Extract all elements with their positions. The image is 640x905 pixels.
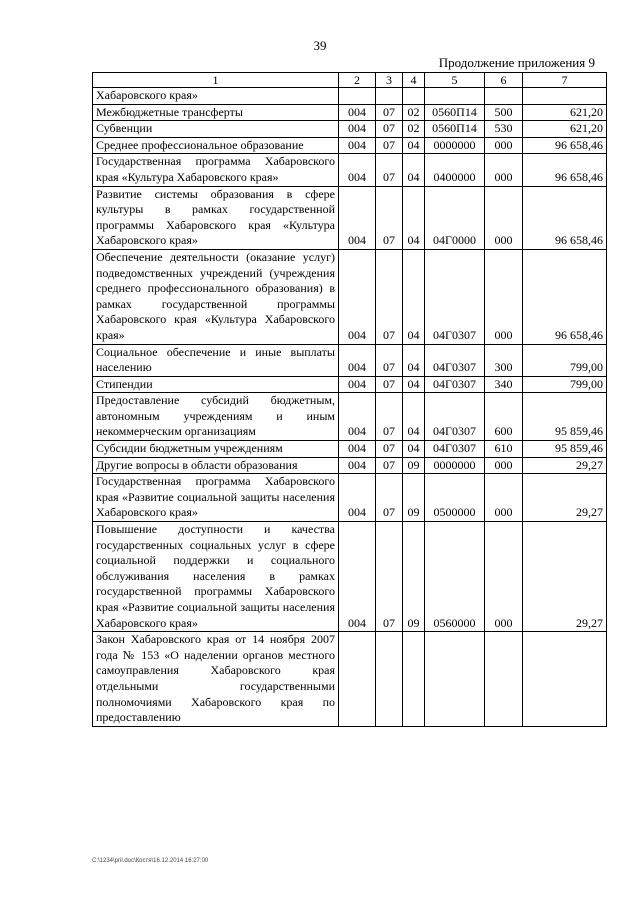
cell-target-article: 0000000 <box>425 137 485 154</box>
row-name: Среднее профессиональное образование <box>93 137 339 154</box>
table-row <box>93 474 607 522</box>
cell-section: 07 <box>376 393 403 441</box>
cell-section: 07 <box>376 154 403 186</box>
column-header: 7 <box>523 73 607 88</box>
cell-admin-code: 004 <box>339 393 376 441</box>
table-row <box>93 88 607 105</box>
table-row <box>93 186 607 249</box>
cell-amount: 621,20 <box>523 104 607 121</box>
cell-admin-code: 004 <box>339 249 376 344</box>
cell-admin-code: 004 <box>339 457 376 474</box>
row-name: Субсидии бюджетным учреждениям <box>93 441 339 458</box>
cell-subsection: 04 <box>403 376 425 393</box>
column-header: 6 <box>485 73 523 88</box>
row-name: Другие вопросы в области образования <box>93 457 339 474</box>
cell-expense-type: 000 <box>485 154 523 186</box>
cell-expense-type: 300 <box>485 344 523 376</box>
cell-target-article: 0000000 <box>425 457 485 474</box>
cell-admin-code: 004 <box>339 344 376 376</box>
cell-target-article: 04Г0307 <box>425 376 485 393</box>
cell-subsection: 02 <box>403 104 425 121</box>
table-row <box>93 104 607 121</box>
row-name: Социальное обеспечение и иные выплаты населению <box>93 344 339 376</box>
table-row <box>93 393 607 441</box>
cell-amount: 95 859,46 <box>523 441 607 458</box>
column-header: 5 <box>425 73 485 88</box>
row-name: Стипендии <box>93 376 339 393</box>
cell-subsection: 09 <box>403 522 425 632</box>
cell-subsection: 04 <box>403 441 425 458</box>
row-name: Развитие системы образования в сфере культуры в рамках государственной программы Хабаровского края «Культура Хабаровского края» <box>93 186 339 249</box>
cell-amount: 96 658,46 <box>523 249 607 344</box>
cell-section: 07 <box>376 186 403 249</box>
cell-amount: 95 859,46 <box>523 393 607 441</box>
cell-expense-type <box>485 632 523 727</box>
budget-table <box>92 72 607 727</box>
row-name: Хабаровского края» <box>93 88 339 105</box>
cell-section: 07 <box>376 474 403 522</box>
cell-admin-code: 004 <box>339 522 376 632</box>
cell-amount <box>523 88 607 105</box>
row-name: Государственная программа Хабаровского края «Культура Хабаровского края» <box>93 154 339 186</box>
cell-section: 07 <box>376 137 403 154</box>
cell-expense-type: 340 <box>485 376 523 393</box>
cell-section: 07 <box>376 104 403 121</box>
row-name: Предоставление субсидий бюджетным, автономным учреждениям и иным некоммерческим организациям <box>93 393 339 441</box>
cell-subsection: 04 <box>403 186 425 249</box>
row-name: Субвенции <box>93 121 339 138</box>
column-header: 4 <box>403 73 425 88</box>
cell-expense-type: 000 <box>485 457 523 474</box>
cell-subsection: 04 <box>403 154 425 186</box>
cell-section: 07 <box>376 441 403 458</box>
table-row <box>93 441 607 458</box>
cell-expense-type: 600 <box>485 393 523 441</box>
column-header: 3 <box>376 73 403 88</box>
table-row <box>93 249 607 344</box>
cell-target-article: 0560000 <box>425 522 485 632</box>
cell-admin-code <box>339 632 376 727</box>
cell-target-article: 0400000 <box>425 154 485 186</box>
cell-admin-code <box>339 88 376 105</box>
cell-subsection: 09 <box>403 457 425 474</box>
cell-amount: 96 658,46 <box>523 186 607 249</box>
cell-subsection <box>403 88 425 105</box>
cell-subsection: 02 <box>403 121 425 138</box>
row-name: Закон Хабаровского края от 14 ноября 2007 года № 153 «О наделении органов местного самоуправления Хабаровского края отдельными государственными полномочиями Хабаровского края по предоставлению <box>93 632 339 727</box>
cell-expense-type: 000 <box>485 522 523 632</box>
cell-subsection: 04 <box>403 344 425 376</box>
cell-section: 07 <box>376 376 403 393</box>
cell-target-article <box>425 632 485 727</box>
cell-amount: 29,27 <box>523 522 607 632</box>
cell-amount <box>523 632 607 727</box>
cell-expense-type <box>485 88 523 105</box>
cell-expense-type: 000 <box>485 137 523 154</box>
table-row <box>93 154 607 186</box>
cell-target-article: 04Г0307 <box>425 441 485 458</box>
cell-admin-code: 004 <box>339 121 376 138</box>
cell-amount: 621,20 <box>523 121 607 138</box>
file-path-footer: C:\1234\pril.doc\Костя\16.12.2014 16:27:00 <box>92 858 209 864</box>
cell-amount: 799,00 <box>523 344 607 376</box>
cell-target-article: 0560П14 <box>425 104 485 121</box>
cell-amount: 96 658,46 <box>523 154 607 186</box>
cell-amount: 96 658,46 <box>523 137 607 154</box>
column-header: 1 <box>93 73 339 88</box>
cell-target-article: 04Г0307 <box>425 249 485 344</box>
table-row <box>93 522 607 632</box>
cell-target-article: 04Г0307 <box>425 393 485 441</box>
cell-section: 07 <box>376 457 403 474</box>
table-row <box>93 376 607 393</box>
table-row <box>93 457 607 474</box>
cell-section: 07 <box>376 249 403 344</box>
cell-expense-type: 000 <box>485 186 523 249</box>
cell-target-article: 0560П14 <box>425 121 485 138</box>
row-name: Повышение доступности и качества государственных социальных услуг в сфере социальной поддержки и социального обслуживания населения в рамках государственной программы Хабаровского края «Развитие социальной защиты населения Хабаровского края» <box>93 522 339 632</box>
cell-target-article: 04Г0307 <box>425 344 485 376</box>
row-name: Государственная программа Хабаровского края «Развитие социальной защиты населения Хабаровского края» <box>93 474 339 522</box>
cell-admin-code: 004 <box>339 104 376 121</box>
cell-subsection: 09 <box>403 474 425 522</box>
cell-subsection: 04 <box>403 137 425 154</box>
cell-expense-type: 610 <box>485 441 523 458</box>
cell-section: 07 <box>376 121 403 138</box>
cell-amount: 29,27 <box>523 474 607 522</box>
table-row <box>93 632 607 727</box>
cell-target-article: 0500000 <box>425 474 485 522</box>
table-row <box>93 137 607 154</box>
table-row <box>93 344 607 376</box>
cell-admin-code: 004 <box>339 474 376 522</box>
cell-admin-code: 004 <box>339 186 376 249</box>
cell-expense-type: 500 <box>485 104 523 121</box>
cell-target-article <box>425 88 485 105</box>
page-number: 39 <box>313 38 327 53</box>
continuation-label: Продолжение приложения 9 <box>438 55 595 70</box>
cell-subsection: 04 <box>403 393 425 441</box>
column-header: 2 <box>339 73 376 88</box>
cell-admin-code: 004 <box>339 376 376 393</box>
cell-section <box>376 632 403 727</box>
header-row <box>93 73 607 88</box>
cell-amount: 29,27 <box>523 457 607 474</box>
cell-admin-code: 004 <box>339 154 376 186</box>
cell-section <box>376 88 403 105</box>
cell-subsection <box>403 632 425 727</box>
cell-expense-type: 000 <box>485 249 523 344</box>
cell-expense-type: 000 <box>485 474 523 522</box>
cell-subsection: 04 <box>403 249 425 344</box>
cell-admin-code: 004 <box>339 137 376 154</box>
cell-target-article: 04Г0000 <box>425 186 485 249</box>
cell-section: 07 <box>376 344 403 376</box>
cell-admin-code: 004 <box>339 441 376 458</box>
table-row <box>93 121 607 138</box>
row-name: Межбюджетные трансферты <box>93 104 339 121</box>
cell-expense-type: 530 <box>485 121 523 138</box>
cell-amount: 799,00 <box>523 376 607 393</box>
cell-section: 07 <box>376 522 403 632</box>
row-name: Обеспечение деятельности (оказание услуг) подведомственных учреждений (учреждения среднего профессионального образования) в рамках государственной программы Хабаровского края «Культура Хабаровского края» <box>93 249 339 344</box>
